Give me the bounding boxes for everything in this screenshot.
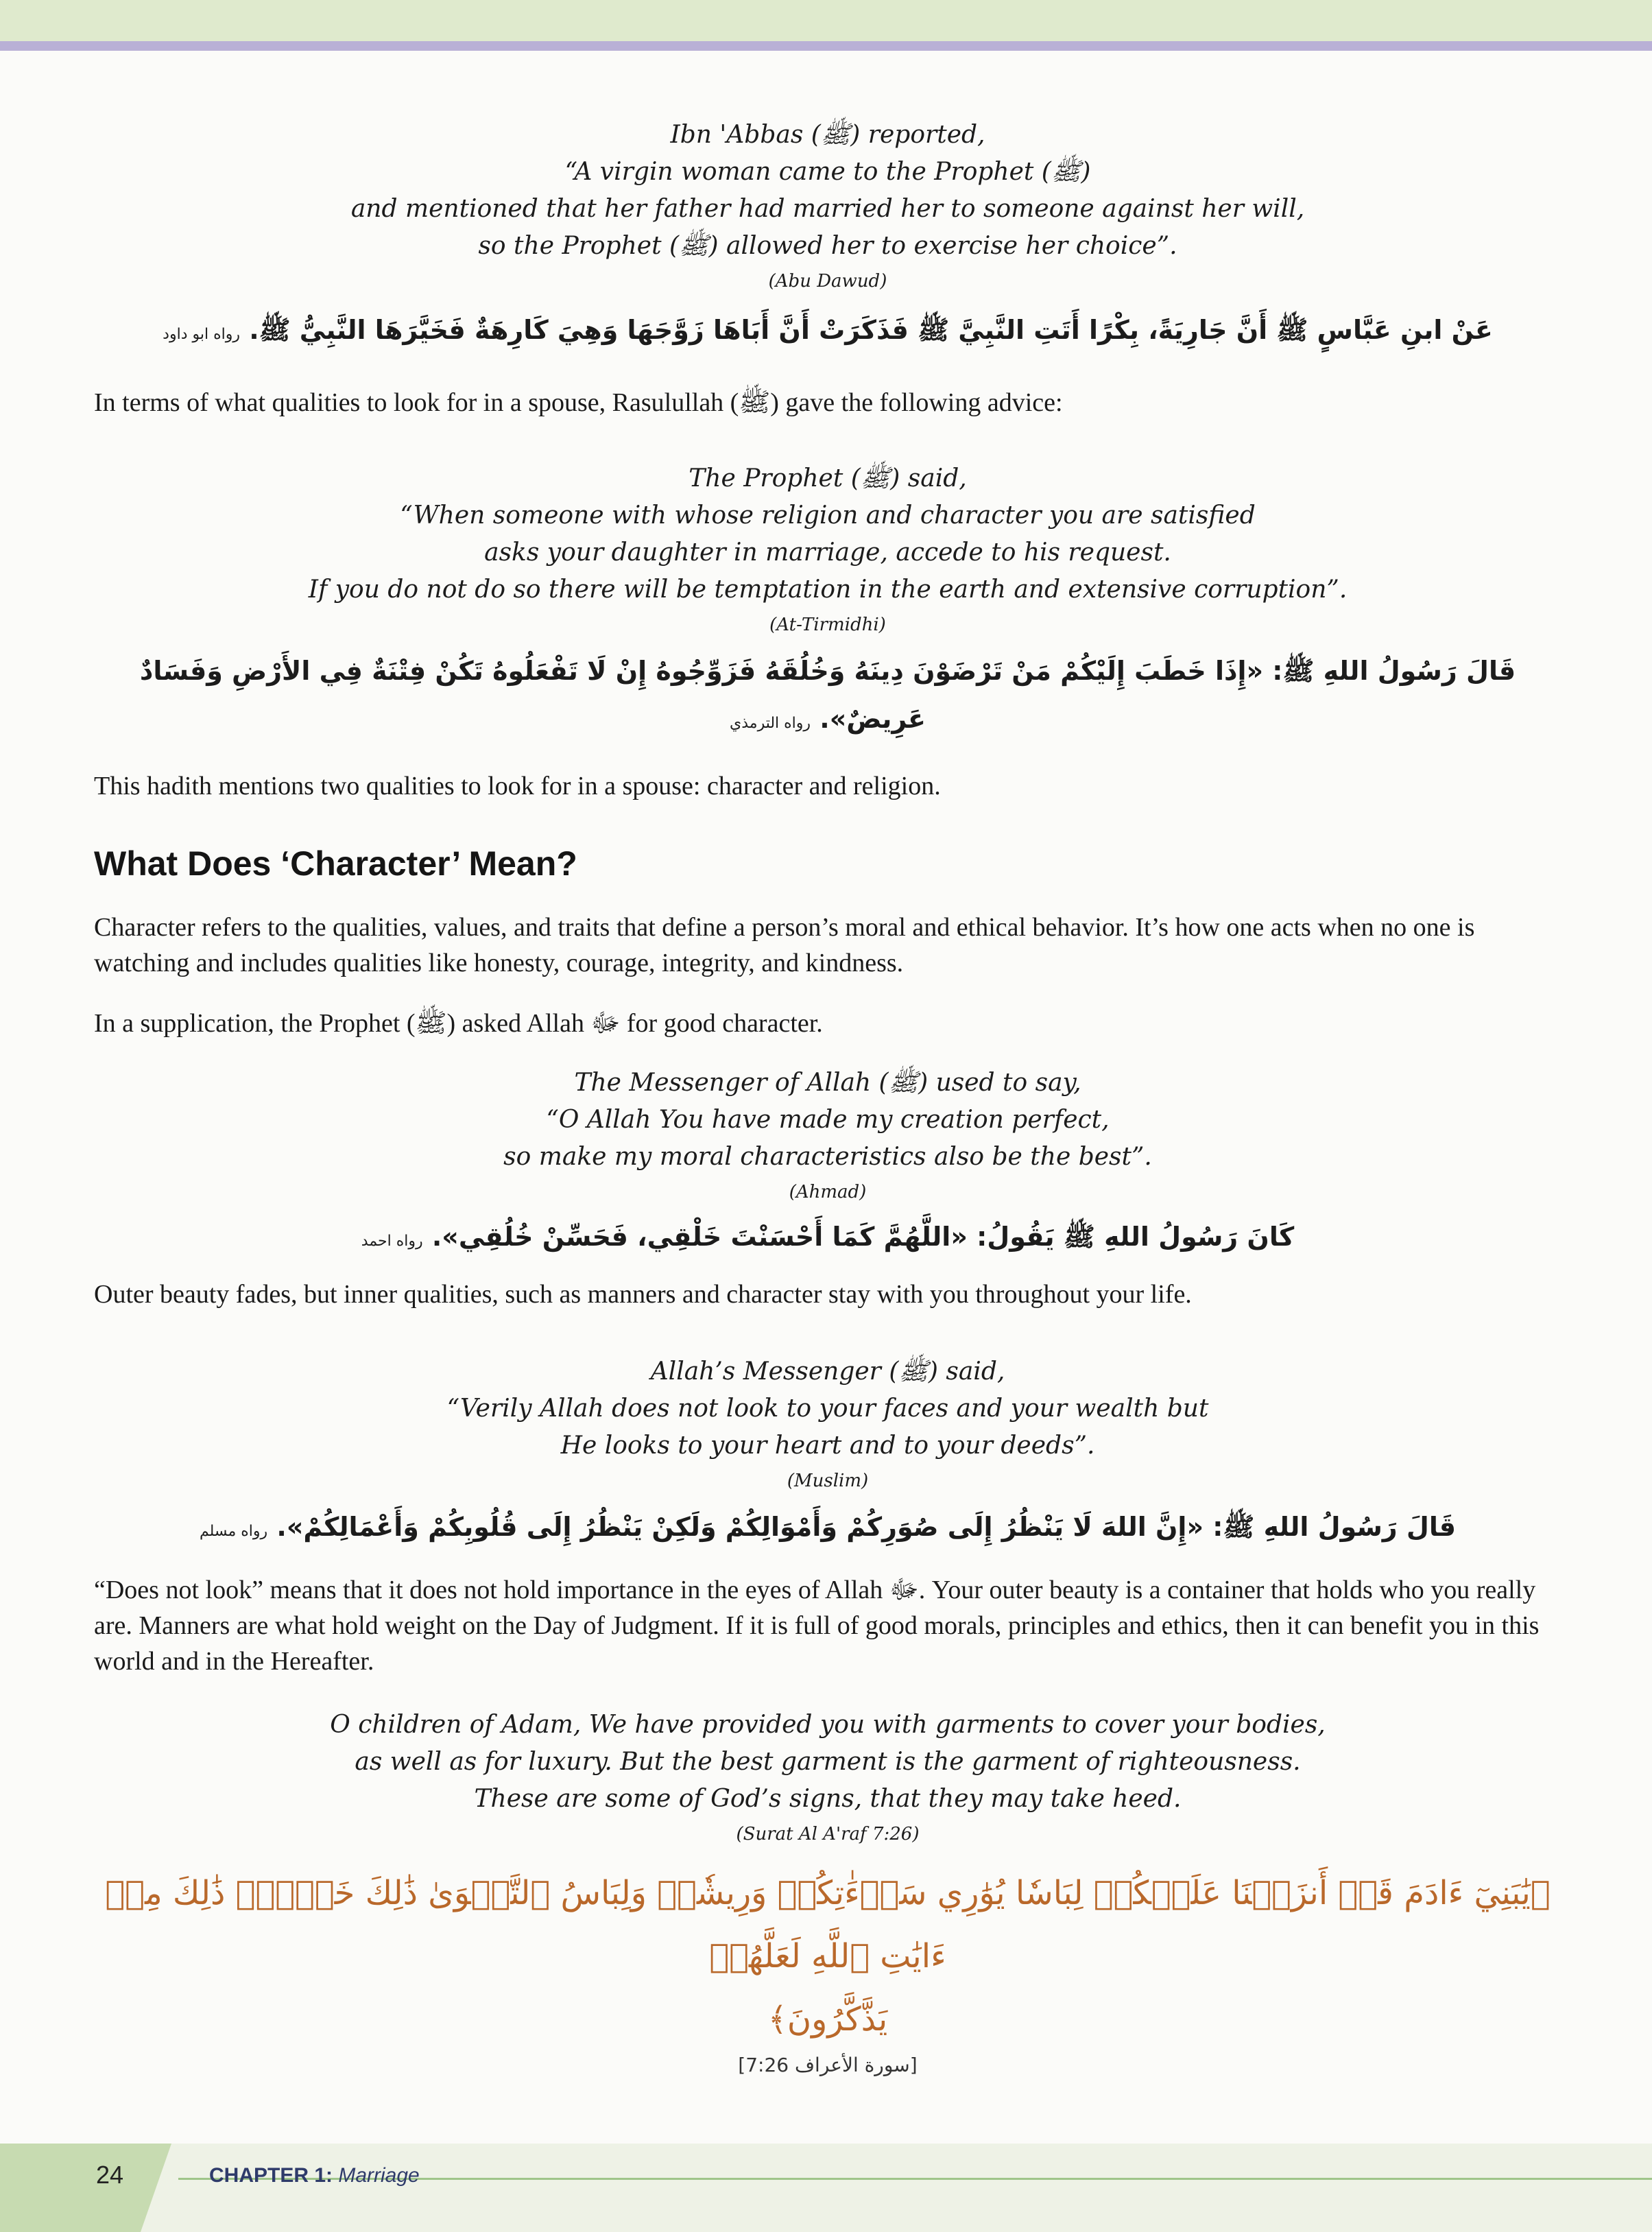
hadith-line: Allah’s Messenger (ﷺ) said, bbox=[650, 1357, 1005, 1386]
footer-band bbox=[0, 2144, 1652, 2232]
hadith-source: (At-Tirmidhi) bbox=[769, 615, 886, 635]
quran-translation bbox=[94, 1707, 1561, 1849]
arabic-reference: رواه مسلم bbox=[199, 1523, 268, 1540]
page-content bbox=[94, 117, 1561, 2076]
character-definition: Character refers to the qualities, values, and traits that define a person’s moral and ethical behavior. It’s how one acts when no one is watching and includes qualities like honesty, courage, integrity, and kindness. bbox=[94, 913, 1475, 977]
two-qualities-text: This hadith mentions two qualities to look for in a spouse: character and religion. bbox=[94, 772, 941, 800]
hadith-line: “When someone with whose religion and character you are satisfied bbox=[400, 501, 1256, 530]
hadith-line: so the Prophet (ﷺ) allowed her to exercise her choice”. bbox=[478, 232, 1177, 260]
hadith-ibn-abbas bbox=[94, 117, 1561, 296]
hadith-source: (Abu Dawud) bbox=[768, 271, 887, 292]
hadith-line: The Prophet (ﷺ) said, bbox=[689, 464, 967, 492]
hadith-line: He looks to your heart and to your deeds”. bbox=[560, 1432, 1095, 1460]
quran-reference: [سورة الأعراف 7:26] bbox=[738, 2054, 918, 2076]
hadith-arabic bbox=[94, 1213, 1561, 1266]
arabic-text: قَالَ رَسُولُ اللهِ ﷺ: «إِذَا خَطَبَ إِلَيْكُمْ مَنْ تَرْضَوْنَ دِينَهُ وَخُلُقَهُ فَزَوِّجُوهُ إِنْ لَا تَفْعَلُوهُ تَكُنْ فِتْنَةٌ فِي الأَرْضِ وَفَسَادٌ عَرِيضٌ». bbox=[139, 656, 1516, 734]
hadith-line: “A virgin woman came to the Prophet (ﷺ) bbox=[564, 158, 1091, 186]
does-not-look-text: “Does not look” means that it does not hold importance in the eyes of Allah ﷻ. Your outer beauty is a container that holds who you really are. Manners are what hold weight on the Day of Judgment. If it is full of good morals, principles and ethics, then it can benefit you in this world and in the Hereafter. bbox=[94, 1576, 1540, 1676]
hadith-line: “O Allah You have made my creation perfect, bbox=[546, 1106, 1110, 1134]
top-purple-rule bbox=[0, 41, 1652, 51]
hadith-arabic bbox=[94, 1503, 1561, 1556]
hadith-line: Ibn 'Abbas (ﷺ) reported, bbox=[670, 121, 985, 149]
ayah-line: These are some of God’s signs, that they may take heed. bbox=[474, 1785, 1182, 1813]
arabic-text: عَنْ ابنِ عَبَّاسٍ ﷺ أَنَّ جَارِيَةً، بِكْرًا أَتَتِ النَّبِيَّ ﷺ فَذَكَرَتْ أَنَّ أَبَاهَا زَوَّجَهَا وَهِيَ كَارِهَةٌ فَخَيَّرَهَا النَّبِيُّ ﷺ. bbox=[249, 315, 1493, 345]
hadith-religion-character bbox=[94, 460, 1561, 640]
hadith-line: so make my moral characteristics also be the best”. bbox=[503, 1143, 1152, 1171]
hadith-line: If you do not do so there will be temptation in the earth and extensive corruption”. bbox=[308, 575, 1348, 604]
top-color-band bbox=[0, 0, 1652, 41]
hadith-arabic bbox=[94, 306, 1561, 359]
ayah-line: as well as for luxury. But the best garment is the garment of righteousness. bbox=[355, 1748, 1301, 1776]
supplication-intro: In a supplication, the Prophet (ﷺ) asked Allah ﷻ for good character. bbox=[94, 1009, 823, 1038]
hadith-source: (Ahmad) bbox=[789, 1182, 867, 1202]
chapter-title: Marriage bbox=[338, 2164, 420, 2187]
quran-line: يَذَّكَّرُونَ﴾ bbox=[767, 2000, 888, 2039]
hadith-arabic bbox=[94, 647, 1561, 748]
arabic-reference: رواه الترمذي bbox=[730, 715, 811, 732]
ayah-line: O children of Adam, We have provided you with garments to cover your bodies, bbox=[330, 1711, 1326, 1739]
ayah-source: (Surat Al A'raf 7:26) bbox=[736, 1824, 920, 1844]
chapter-label bbox=[209, 2164, 420, 2187]
hadith-source: (Muslim) bbox=[787, 1471, 869, 1491]
hadith-hearts-deeds bbox=[94, 1353, 1561, 1496]
chapter-number: CHAPTER 1: bbox=[209, 2164, 333, 2187]
arabic-text: قَالَ رَسُولُ اللهِ ﷺ: «إِنَّ اللهَ لَا يَنْظُرُ إِلَى صُوَرِكُمْ وَأَمْوَالِكُمْ وَلَكِنْ يَنْظُرُ إِلَى قُلُوبِكُمْ وَأَعْمَالِكُمْ». bbox=[276, 1512, 1457, 1542]
arabic-reference: رواه ابو داود bbox=[163, 326, 240, 343]
advice-intro: In terms of what qualities to look for in a spouse, Rasulullah (ﷺ) gave the following advice: bbox=[94, 388, 1063, 417]
hadith-line: “Verily Allah does not look to your faces and your wealth but bbox=[446, 1394, 1209, 1423]
quran-line: ﴿يَٰبَنِيٓ ءَادَمَ قَدۡ أَنزَلۡنَا عَلَيۡكُمۡ لِبَاسٗا يُوَٰرِي سَوۡءَٰتِكُمۡ وَرِيشٗاۖ وَلِبَاسُ ٱلتَّقۡوَىٰ ذَٰلِكَ خَيۡرٞۚ ذَٰلِكَ مِنۡ ءَايَٰتِ ٱللَّهِ لَعَلَّهُمۡ bbox=[105, 1874, 1551, 1975]
arabic-reference: رواه احمد bbox=[361, 1233, 423, 1250]
arabic-text: كَانَ رَسُولُ اللهِ ﷺ يَقُولُ: «اللَّهُمَّ كَمَا أَحْسَنْتَ خَلْقِي، فَحَسِّنْ خُلُقِي». bbox=[431, 1222, 1295, 1252]
section-heading: What Does ‘Character’ Mean? bbox=[94, 844, 577, 883]
outer-beauty-text: Outer beauty fades, but inner qualities, such as manners and character stay with you throughout your life. bbox=[94, 1280, 1192, 1309]
hadith-line: The Messenger of Allah (ﷺ) used to say, bbox=[574, 1069, 1081, 1097]
page-number: 24 bbox=[96, 2161, 124, 2189]
quran-arabic bbox=[94, 1862, 1561, 2051]
hadith-line: asks your daughter in marriage, accede to his request. bbox=[484, 538, 1171, 567]
hadith-good-character bbox=[94, 1065, 1561, 1207]
hadith-line: and mentioned that her father had married her to someone against her will, bbox=[350, 195, 1305, 223]
